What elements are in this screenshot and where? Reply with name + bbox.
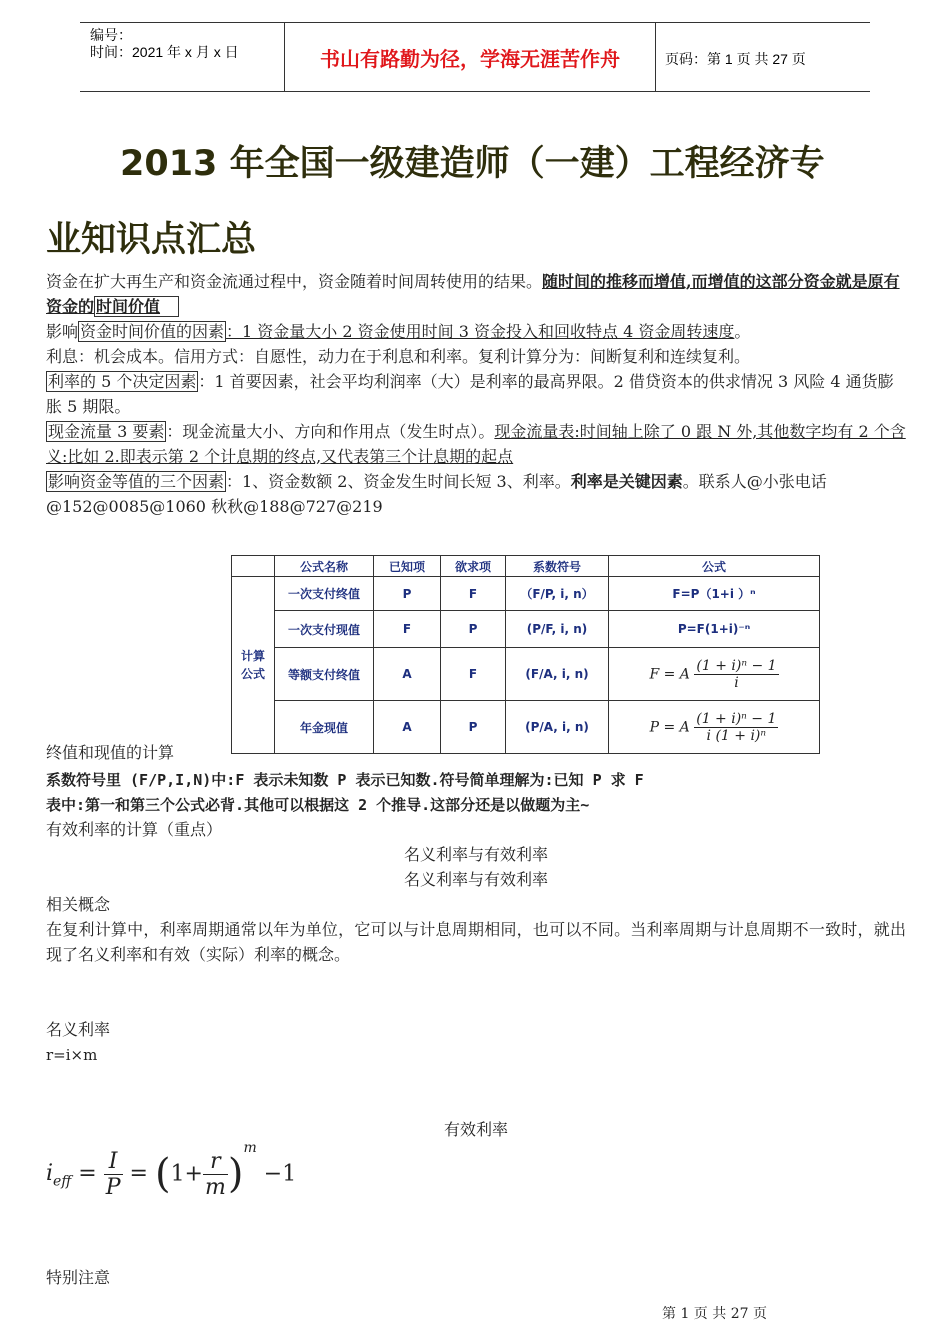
table-header-cell: 欲求项 (441, 556, 506, 577)
p4-box: 利率的 5 个决定因素 (48, 372, 197, 391)
caption-future-present: 终值和现值的计算 (46, 743, 175, 762)
table-corner (232, 556, 275, 577)
one-plus: 1+ (170, 1161, 203, 1187)
heading-related: 相关概念 (46, 895, 111, 914)
row-name: 等额支付终值 (275, 648, 374, 701)
row-symbol: (F/A, i, n) (506, 648, 609, 701)
p5-box: 现金流量 3 要素 (48, 422, 165, 441)
row-name: 一次支付现值 (275, 611, 374, 648)
p1-bold: 随时间的推移而增值,而增值的这部分资金就是原有资金的 (46, 272, 900, 316)
p2-prefix: 影响 (46, 322, 79, 341)
paragraph-factors (46, 320, 906, 345)
row-known: A (374, 701, 441, 754)
row-formula: F=P（1+i ）ⁿ (609, 577, 820, 611)
p1-text: 资金在扩大再生产和资金流通过程中，资金随着时间周转使用的结果。 (46, 272, 543, 291)
equals-sign: = (129, 1161, 148, 1186)
pa-fraction (694, 711, 778, 744)
row-name: 一次支付终值 (275, 577, 374, 611)
fa-fraction (694, 658, 778, 691)
minus-one: −1 (263, 1161, 297, 1187)
row-want: P (441, 611, 506, 648)
fa-lhs: F = A (649, 666, 690, 682)
heading-special-note: 特别注意 (46, 1268, 111, 1287)
row-want: F (441, 648, 506, 701)
p2-box: 资金时间价值的因素 (80, 322, 225, 341)
table-group-label (232, 577, 275, 754)
p6-rest: ：1、资金数额 2、资金发生时间长短 3、利率。 (226, 472, 571, 491)
paragraph-equivalence (46, 470, 906, 519)
ieff-exp: m (243, 1140, 257, 1156)
p4-rest: ：1 首要因素，社会平均利润率（大）是利率的最高界限。2 借贷资本的供求情况 3 风险 4 通货膨胀 5 期限。 (46, 372, 894, 416)
fa-numerator: (1 + i)ⁿ − 1 (696, 657, 777, 674)
p2-end: 。 (734, 322, 751, 341)
p5-rest: ：现金流量大小、方向和作用点（发生时点）。 (166, 422, 495, 441)
equals-sign: = (78, 1161, 97, 1186)
ieff-sub: eff (53, 1173, 72, 1190)
group-label-text: 计算公式 (240, 649, 265, 681)
row-known: F (374, 611, 441, 648)
page-header (80, 22, 870, 92)
center-heading-1: 名义利率与有效利率 (403, 845, 548, 864)
paragraph-interest: 利息：机会成本。信用方式：自愿性，动力在于利息和利率。复利计算分为：间断复利和连续复利。 (46, 347, 751, 366)
row-name: 年金现值 (275, 701, 374, 754)
table-header-cell: 公式 (609, 556, 820, 577)
ieff-r: r (203, 1149, 228, 1175)
pa-lhs: P = A (649, 719, 690, 735)
date-label: 时间：2021 年 x 月 x 日 (90, 44, 239, 60)
p6-end: 。联系人@小张电话@152@0085@1060 秋秋@188@727@219 (46, 472, 827, 516)
p6-bold: 利率是关键因素 (570, 472, 683, 491)
row-known: A (374, 648, 441, 701)
row-symbol: (P/F, i, n) (506, 611, 609, 648)
doc-title-line1: 2013 年全国一级建造师（一建）工程经济专 (120, 144, 825, 184)
p1-box: 时间价值 (94, 296, 179, 317)
formula-table (231, 555, 820, 754)
paragraph-time-value (46, 270, 906, 319)
ieff-i: i (46, 1161, 54, 1186)
formula-nominal: r=i×m (46, 1046, 98, 1064)
row-want: P (441, 701, 506, 754)
row-want: F (441, 577, 506, 611)
row-known: P (374, 577, 441, 611)
paragraph-related: 在复利计算中，利率周期通常以年为单位，它可以与计息周期相同，也可以不同。当利率周期与计息周期不一致时，就出现了名义利率和有效（实际）利率的概念。 (46, 920, 906, 964)
p5-underline: 现金流量表:时间轴上除了 0 跟 N 外,其他数字均有 2 个含义:比如 2.即表示第 2 个计息期的终点,又代表第三个计息期的起点 (46, 422, 906, 466)
heading-nominal: 名义利率 (46, 1020, 111, 1039)
row-symbol: (P/A, i, n) (506, 701, 609, 754)
pa-denominator: i (1 + i)ⁿ (706, 727, 767, 744)
page-footer: 第 1 页 共 27 页 (662, 1306, 767, 1322)
ieff-fraction-ip (104, 1149, 123, 1200)
ieff-m: m (205, 1174, 226, 1200)
ieff-P: P (105, 1174, 121, 1200)
left-paren: ( (154, 1151, 171, 1197)
note-memorize: 表中:第一和第三个公式必背.其他可以根据这 2 个推导.这部分还是以做题为主~ (46, 796, 590, 814)
table-row (232, 611, 820, 648)
fa-denominator: i (734, 674, 739, 691)
table-header-cell: 公式名称 (275, 556, 374, 577)
row-formula: P=F(1+i)⁻ⁿ (609, 611, 820, 648)
header-motto: 书山有路勤为径，学海无涯苦作舟 (284, 23, 656, 91)
p6-box: 影响资金等值的三个因素 (48, 472, 225, 491)
note-coefficient-symbol: 系数符号里 (F/P,I,N)中:F 表示未知数 P 表示已知数.符号简单理解为:已知 P 求 F (46, 771, 644, 789)
right-paren: ) (227, 1151, 244, 1197)
header-page-info: 页码：第 1 页 共 27 页 (665, 51, 806, 67)
heading-effective-rate: 有效利率的计算（重点） (46, 820, 223, 839)
table-header-row (232, 556, 820, 577)
table-row (232, 648, 820, 701)
paragraph-rate-factors (46, 370, 906, 419)
p2-rest: ：1 资金量大小 2 资金使用时间 3 资金投入和回收特点 4 资金周转速度 (226, 322, 735, 341)
formula-effective-rate (46, 1140, 296, 1200)
heading-effective: 有效利率 (443, 1120, 508, 1139)
number-label: 编号： (90, 27, 132, 43)
header-meta (90, 27, 239, 61)
doc-title-line2: 业知识点汇总 (46, 220, 257, 260)
table-row (232, 577, 820, 611)
ieff-fraction-rm (203, 1149, 228, 1200)
ieff-I: I (104, 1149, 123, 1175)
pa-numerator: (1 + i)ⁿ − 1 (696, 710, 777, 727)
table-header-cell: 已知项 (374, 556, 441, 577)
center-heading-2: 名义利率与有效利率 (403, 870, 548, 889)
paragraph-cashflow (46, 420, 906, 469)
table-header-cell: 系数符号 (506, 556, 609, 577)
row-formula (609, 648, 820, 701)
row-symbol: （F/P, i, n） (506, 577, 609, 611)
